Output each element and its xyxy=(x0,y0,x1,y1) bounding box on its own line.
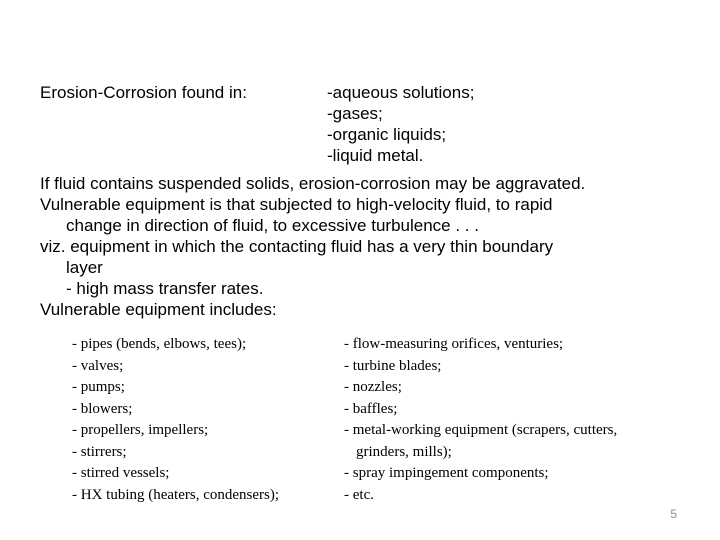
media-item: -gases; xyxy=(327,104,383,123)
list-item: - blowers; xyxy=(72,400,133,417)
heading: Erosion-Corrosion found in: xyxy=(40,83,247,102)
includes-text: Vulnerable equipment includes: xyxy=(40,300,277,319)
list-item: - stirred vessels; xyxy=(72,465,170,481)
list-item-continuation: grinders, mills); xyxy=(356,443,452,460)
vulnerable-text-line1: Vulnerable equipment is that subjected to high-velocity fluid, to rapid xyxy=(40,195,553,214)
equipment-list-left xyxy=(72,334,279,506)
list-item: - nozzles; xyxy=(344,379,402,395)
list-item: - turbine blades; xyxy=(344,357,442,374)
viz-text-line2: layer xyxy=(66,258,103,277)
vulnerable-text-line2: change in direction of fluid, to excessive turbulence . . . xyxy=(66,216,479,235)
list-item: - flow-measuring orifices, venturies; xyxy=(344,336,564,352)
body-text xyxy=(40,173,700,320)
media-item: -organic liquids; xyxy=(327,125,447,144)
equipment-list-right xyxy=(344,334,617,506)
list-item: - propellers, impellers; xyxy=(72,422,209,438)
media-item: -aqueous solutions; xyxy=(327,83,475,102)
list-item: - valves; xyxy=(72,357,124,374)
mass-transfer-text: - high mass transfer rates. xyxy=(66,279,264,298)
list-item: - etc. xyxy=(344,486,374,503)
media-list xyxy=(327,82,474,166)
list-item: - metal-working equipment (scrapers, cutters, xyxy=(344,422,618,438)
media-item: -liquid metal. xyxy=(327,146,424,165)
list-item: - stirrers; xyxy=(72,443,127,460)
viz-text-line1: viz. equipment in which the contacting fluid has a very thin boundary xyxy=(40,237,554,256)
list-item: - pumps; xyxy=(72,379,125,395)
suspended-solids-text: If fluid contains suspended solids, erosion-corrosion may be aggravated. xyxy=(40,174,586,193)
list-item: - baffles; xyxy=(344,400,398,417)
list-item: - pipes (bends, elbows, tees); xyxy=(72,336,247,352)
list-item: - spray impingement components; xyxy=(344,465,549,481)
list-item: - HX tubing (heaters, condensers); xyxy=(72,486,280,503)
page-number: 5 xyxy=(670,507,677,521)
